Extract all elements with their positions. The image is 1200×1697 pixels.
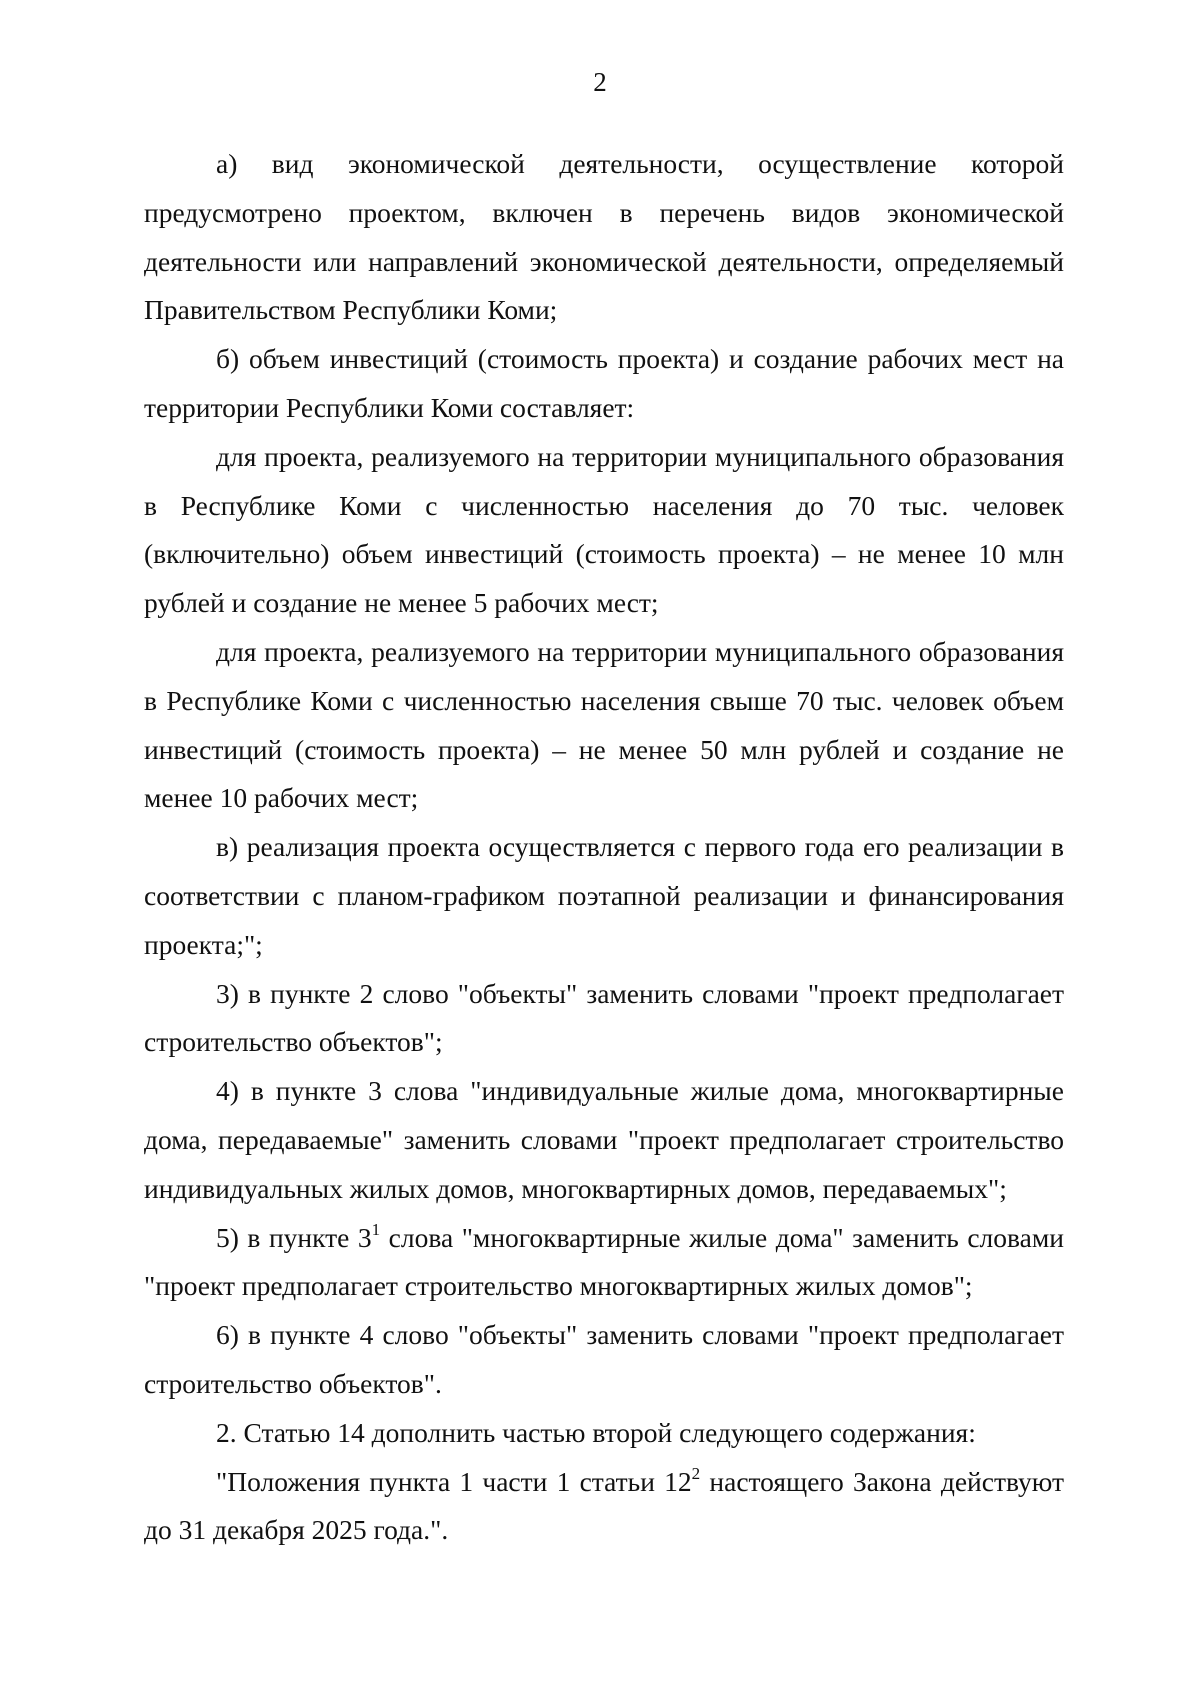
- paragraph-item-a: а) вид экономической деятельности, осуществление которой предусмотрено проектом, включен в перечень видов экономической деятельности или направлений экономической деятельности, определяемый Правительством Республики Коми;: [144, 148, 1064, 326]
- document-body: [144, 140, 1064, 1555]
- paragraph-item-5-start: 5) в пункте 3: [216, 1221, 372, 1253]
- paragraph-quoted-provision: [144, 1458, 1064, 1556]
- paragraph-project-up-to-70k: для проекта, реализуемого на территории муниципального образования в Республике Коми с численностью населения до 70 тыс. человек (включительно) объем инвестиций (стоимость проекта) – не менее 10 млн рублей и создание не менее 5 рабочих мест;: [144, 440, 1064, 619]
- paragraph-item-5: [144, 1214, 1064, 1312]
- paragraph-project-over-70k: для проекта, реализуемого на территории муниципального образования в Республике Коми с численностью населения свыше 70 тыс. человек объем инвестиций (стоимость проекта) – не менее 50 млн рублей и создание не менее 10 рабочих мест;: [144, 635, 1064, 814]
- paragraph-article-14: 2. Статью 14 дополнить частью второй следующего содержания:: [216, 1416, 976, 1448]
- paragraph-item-3: 3) в пункте 2 слово "объекты" заменить словами "проект предполагает строительство объектов";: [144, 977, 1064, 1058]
- paragraph-item-5-end: слова "многоквартирные жилые дома" заменить словами "проект предполагает строительство многоквартирных жилых домов";: [144, 1221, 1064, 1302]
- paragraph-item-4: 4) в пункте 3 слова "индивидуальные жилые дома, многоквартирные дома, передаваемые" заменить словами "проект предполагает строительство индивидуальных жилых домов, многоквартирных домов, передаваемых";: [144, 1075, 1064, 1204]
- paragraph-item-5-superscript: 1: [371, 1219, 381, 1239]
- page-number: 2: [593, 67, 607, 97]
- quoted-provision-end: настоящего Закона действуют до 31 декабря 2025 года.".: [144, 1465, 1064, 1546]
- quoted-provision-start: "Положения пункта 1 части 1 статьи 12: [216, 1465, 692, 1497]
- paragraph-item-6: 6) в пункте 4 слово "объекты" заменить словами "проект предполагает строительство объектов".: [144, 1319, 1064, 1399]
- paragraph-item-b: б) объем инвестиций (стоимость проекта) и создание рабочих мест на территории Республики Коми составляет:: [144, 343, 1064, 423]
- quoted-provision-superscript: 2: [691, 1463, 701, 1483]
- paragraph-item-v: в) реализация проекта осуществляется с первого года его реализации в соответствии с планом-графиком поэтапной реализации и финансирования проекта;";: [144, 831, 1064, 960]
